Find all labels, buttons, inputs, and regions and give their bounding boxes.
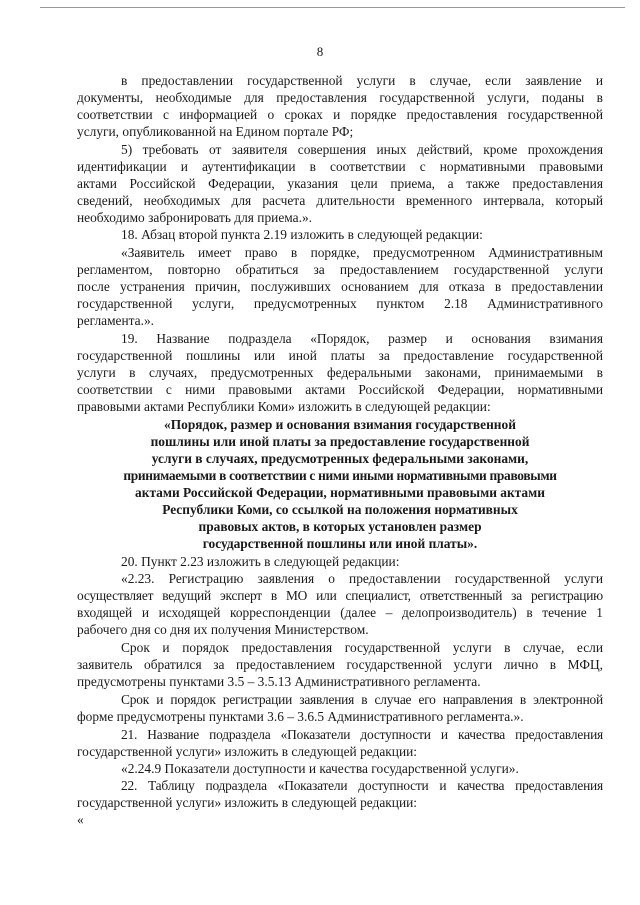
heading-line: пошлины или иной платы за предоставление государственной <box>150 434 530 449</box>
text-line: правовыми актами Республики Коми» изложить в следующей редакции: <box>77 399 491 414</box>
text-line: услуги в случаях, предусмотренных федеральными законами, принимаемыми в <box>77 365 603 380</box>
text-line: осуществляет ведущий эксперт в МО или специалист, ответственный за регистрацию <box>77 588 603 603</box>
text-line: государственной услуги» изложить в следующей редакции: <box>77 744 418 759</box>
heading-line: государственной пошлины или иной платы». <box>202 536 478 551</box>
text-line: заявитель обратился за предоставлением государственной услуги лично в МФЦ, <box>77 657 603 672</box>
text-line: государственной пошлины или иной платы за предоставление государственной <box>77 348 603 363</box>
text-line: 18. Абзац второй пункта 2.19 изложить в следующей редакции: <box>121 227 483 242</box>
heading-line: услуги в случаях, предусмотренных федеральными законами, <box>151 451 529 466</box>
text-line: 21. Название подраздела «Показатели доступности и качества предоставления <box>121 727 603 742</box>
text-line: Срок и порядок предоставления государственной услуги в случае, если <box>121 640 603 655</box>
opening-quote-mark: « <box>77 812 84 827</box>
text-line: регламента.». <box>77 313 155 328</box>
text-line: «2.24.9 Показатели доступности и качества государственной услуги». <box>121 761 519 776</box>
text-line: форме предусмотрены пунктами 3.6 – 3.6.5 Административного регламента.». <box>77 709 524 724</box>
text-line: сведений, необходимых для расчета длительности временного интервала, который <box>77 193 603 208</box>
text-line: 19. Название подраздела «Порядок, размер и основания взимания <box>121 331 603 346</box>
text-line: услуги, опубликованной на Едином портале РФ; <box>77 124 354 139</box>
text-line: документы, необходимые для предоставления государственной услуги, поданы в <box>77 90 603 105</box>
heading-line: принимаемыми в соответствии с ними иными нормативными правовыми <box>123 468 557 483</box>
text-line: идентификации и аутентификации в соответствии с нормативными правовыми <box>77 159 603 174</box>
text-line: Срок и порядок регистрации заявления в случае его направления в электронной <box>121 692 603 707</box>
heading-line: Республики Коми, со ссылкой на положения нормативных <box>162 502 518 517</box>
text-line: 5) требовать от заявителя совершения иных действий, кроме прохождения <box>121 142 603 157</box>
text-line: актами Российской Федерации, указания цели приема, а также предоставления <box>77 176 603 191</box>
text-line: регламентом, повторно обратиться за предоставлением государственной услуги <box>77 262 603 277</box>
text-line: необходимо забронировать для приема.». <box>77 210 312 225</box>
heading-line: «Порядок, размер и основания взимания государственной <box>164 417 516 432</box>
text-line: «2.23. Регистрацию заявления о предоставлении государственной услуги <box>121 571 603 586</box>
text-line: предусмотрены пунктами 3.5 – 3.5.13 Административного регламента. <box>77 674 481 689</box>
text-line: 22. Таблицу подраздела «Показатели доступности и качества предоставления <box>121 778 603 793</box>
text-line: соответствии с информацией о сроках и порядке предоставления государственной <box>77 107 603 122</box>
top-rule <box>40 7 625 8</box>
text-line: в предоставлении государственной услуги в случае, если заявление и <box>121 73 603 88</box>
text-line: 20. Пункт 2.23 изложить в следующей редакции: <box>121 554 400 569</box>
heading-line: актами Российской Федерации, нормативными правовыми актами <box>135 485 545 500</box>
page-number: 8 <box>316 44 324 59</box>
text-line: входящей и исходящей корреспонденции (далее – делопроизводитель) в течение 1 <box>77 605 603 620</box>
text-line: государственной услуги, предусмотренных пунктом 2.18 Административного <box>77 296 603 311</box>
heading-line: правовых актов, в которых установлен размер <box>198 519 482 534</box>
text-line: после устранения причин, послуживших основанием для отказа в предоставлении <box>77 279 603 294</box>
text-line: «Заявитель имеет право в порядке, предусмотренном Административным <box>121 245 603 260</box>
text-line: рабочего дня со дня их получения Министерством. <box>77 622 369 637</box>
text-line: соответствии с ними правовыми актами Российской Федерации, нормативными <box>77 382 603 397</box>
text-line: государственной услуги» изложить в следующей редакции: <box>77 795 418 810</box>
